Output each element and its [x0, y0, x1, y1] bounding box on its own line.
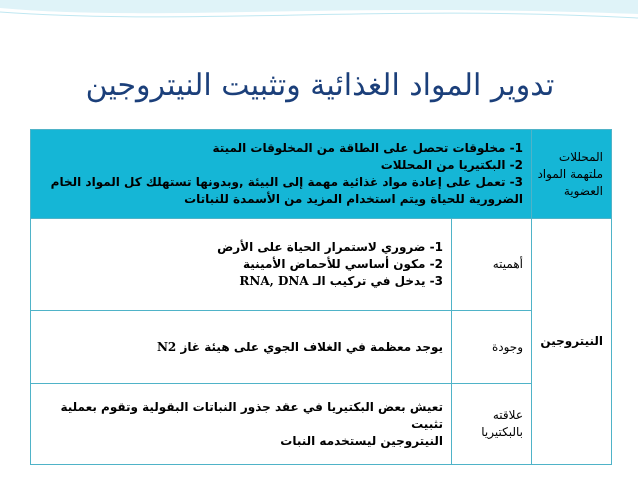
row-label: وجودة: [491, 339, 523, 354]
row-content-cell: [31, 311, 452, 384]
row-content-line: يوجد معظمة في الغلاف الجوي على هيئة غاز: [180, 339, 443, 354]
row-content-formula: N2: [156, 339, 177, 354]
row-content-cell: [31, 219, 452, 311]
slide-title: تدوير المواد الغذائية وتثبيت النيتروجين: [85, 68, 555, 103]
category-cell: النيتروجين: [532, 219, 612, 465]
row-content-line: النيتروجين ليستخدمه النبات: [280, 433, 443, 448]
row-content-cell: [31, 384, 452, 465]
row-label-cell: [452, 311, 532, 384]
table-row: [31, 219, 612, 311]
header-label-line: العضوية: [563, 183, 603, 198]
row-content-line: 1- ضروري لاستمرار الحياة على الأرض: [217, 240, 443, 254]
header-label-cell: [532, 130, 612, 219]
row-label: علاقته: [492, 408, 523, 422]
row-content-line-group: [39, 339, 443, 356]
row-content-line-group: [39, 273, 443, 290]
row-content-line: 3- يدخل في تركيب الـ: [312, 274, 443, 288]
header-label-line: ملتهمة المواد: [537, 166, 603, 181]
header-label-line: المحللات: [558, 149, 603, 164]
row-content-line: 2- مكون أساسي للأحماض الأمينية: [243, 257, 443, 271]
top-decoration: [0, 0, 638, 30]
header-content-line: 1- مخلوقات تحصل على الطاقة من المخلوقات الميتة: [212, 141, 523, 155]
row-label: أهميته: [492, 257, 523, 271]
row-content-line: تعيش بعض البكتيريا في عقد جذور النباتات البقولية وتقوم بعملية تثبيت: [60, 399, 443, 431]
table-row: [31, 384, 612, 465]
table-row: [31, 311, 612, 384]
row-label: بالبكتيريا: [481, 425, 523, 439]
row-content-acronyms: RNA, DNA: [239, 274, 309, 288]
header-content-line: 2- البكتيريا من المحللات: [380, 158, 523, 172]
header-content-line: 3- تعمل على إعادة مواد غذائية مهمة إلى البيئة ,وبدونها تستهلك كل المواد الخام: [50, 175, 523, 189]
row-label-cell: [452, 219, 532, 311]
info-table: [30, 129, 612, 465]
header-row: [31, 130, 612, 219]
header-content-cell: [31, 130, 532, 219]
row-label-cell: [452, 384, 532, 465]
header-content-line: الضرورية للحياة ويتم استخدام المزيد من الأسمدة للنباتات: [184, 192, 523, 206]
